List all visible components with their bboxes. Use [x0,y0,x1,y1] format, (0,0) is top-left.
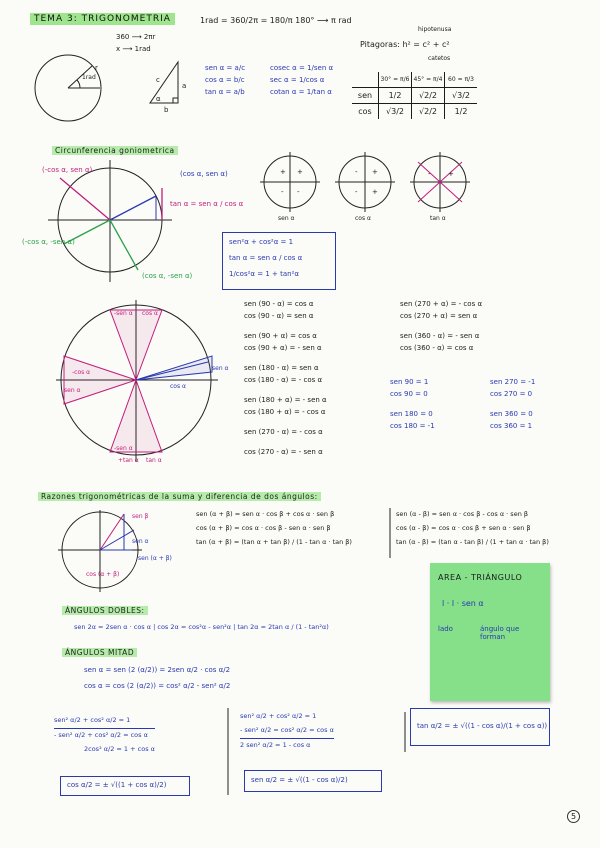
special-value: cos 270 = 0 [490,390,533,398]
reduction: cos (180 + α) = - cos α [244,408,326,416]
half-step: - sen² α/2 = cos² α/2 = cos α [240,726,334,734]
page-title: TEMA 3: TRIGONOMETRIA [30,13,175,25]
reduction: sen (180 - α) = sen α [244,364,319,372]
pythagoras: Pitagoras: h² = c² + c² [360,40,450,49]
circle-caption-cos: cos α [355,215,371,222]
tri-angle: α [156,95,161,103]
table-head-0 [352,72,379,88]
special-value: cos 90 = 0 [390,390,428,398]
reduction: cos (180 - α) = - cos α [244,376,323,384]
goniometric-circle [48,160,172,282]
sum-formula: cos (α + β) = cos α · cos β - sen α · sen β [196,524,331,532]
bc-label: sen α [64,387,81,394]
half-sen-box [244,770,382,792]
tri-opp: a [182,82,187,90]
sign-plus-5: + [448,170,454,178]
special-value: cos 360 = 1 [490,422,533,430]
sum-angles-figure [58,510,142,592]
reciprocal-cosec: cosec α = 1/sen α [270,64,334,72]
sticky-note [430,563,550,701]
sign-plus-4: + [372,188,378,196]
fig-sen-ab: sen (α + β) [138,555,172,562]
half-step: - sen² α/2 + cos² α/2 = cos α [54,728,155,743]
sign-minus-1: - [281,188,284,196]
right-triangle [150,62,178,103]
half-cos-result: cos α/2 = ± √((1 + cos α)/2) [67,781,167,789]
special-value: sen 180 = 0 [390,410,433,418]
sign-minus-2: - [297,188,300,196]
table-cell: sen [352,88,379,104]
fig-sen-a: sen α [132,538,149,545]
circle-caption-sen: sen α [278,215,295,222]
reduction: cos (270 - α) = - sen α [244,448,323,456]
special-values [390,376,535,432]
half-step: sen² α/2 + cos² α/2 = 1 [240,712,317,720]
sum-formula: sen (α + β) = sen α · cos β + cos α · sen β [196,510,335,518]
ratio-tan: tan α = a/b [205,88,245,96]
half-step: 2cos² α/2 = 1 + cos α [84,745,155,753]
sum-formulas [196,508,352,550]
table-cell: √3/2 [445,88,478,104]
table-cell: 1/2 [379,88,412,104]
identity-tan: tan α = sen α / cos α [229,254,303,262]
reduction: cos (360 - α) = cos α [400,344,474,352]
reduction: sen (90 + α) = cos α [244,332,317,340]
point-q3: (-cos α, -sen α) [22,238,75,246]
bc-label: -sen α [114,445,133,452]
reductions-right-list [400,298,482,354]
bc-label: +tan α [118,457,139,464]
bc-label: cos α [170,383,186,390]
diff-formula: cos (α - β) = cos α · cos β + sen α · sen β [396,524,531,532]
rad-label: 1rad [82,74,96,81]
half-derivation-line: sen α = sen (2 (α/2)) = 2sen α/2 · cos α/2 [84,666,231,674]
half-tan-box [410,708,550,746]
reduction: sen (180 + α) = - sen α [244,396,327,404]
sign-minus-3: - [355,168,358,176]
angles-table [352,72,477,119]
reduction: cos (90 + α) = - sen α [244,344,322,352]
bc-label: -cos α [72,369,91,376]
sign-minus-4: - [355,188,358,196]
radius-label: r [95,64,98,72]
bc-label: cos α [142,310,158,317]
sign-plus-3: + [372,168,378,176]
bc-label: -sen α [114,310,133,317]
circle-caption-tan: tan α [430,215,446,222]
reduction: cos (270 + α) = sen α [400,312,478,320]
table-cell: cos [352,104,379,120]
half-cos-box [60,776,190,796]
tri-hyp: c [156,76,160,84]
ratios-list [205,62,245,98]
half-mid [240,710,334,753]
rule-of-three-1: 360 ⟶ 2πr [116,33,156,41]
sign-circles [260,152,470,212]
table-head-1: 30° = π/6 [379,72,412,88]
page-number: 5 [567,810,580,823]
tan-label: tan α = sen α / cos α [170,200,244,208]
special-value: sen 270 = -1 [490,378,536,386]
table-head-2: 45° = π/4 [412,72,445,88]
reduction: cos (90 - α) = sen α [244,312,314,320]
sign-plus-2: + [297,168,303,176]
ratio-sen: sen α = a/c [205,64,246,72]
half-step: 2 sen² α/2 = 1 - cos α [240,738,334,753]
half-derivation-line: cos α = cos (2 (α/2)) = cos² α/2 - sen² α/2 [84,682,231,690]
diff-formula: tan (α - β) = (tan α - tan β) / (1 + tan α · tan β) [396,538,549,546]
point-q1: (cos α, sen α) [180,170,228,178]
sticky-title: AREA - TRIÁNGULO [438,573,523,582]
reciprocal-sec: sec α = 1/cos α [270,76,325,84]
half-step: sen² α/2 + cos² α/2 = 1 [54,716,131,724]
identity-fundamental: sen²α + cos²α = 1 [229,238,294,246]
sign-plus-1: + [280,168,286,176]
section-sum-difference: Razones trigonométricas de la suma y diferencia de dos ángulos: [38,492,321,501]
reduction: sen (360 - α) = - sen α [400,332,480,340]
double-formulas: sen 2α = 2sen α · cos α | cos 2α = cos²α - sen²α | tan 2α = 2tan α / (1 - tan²α) [74,623,329,631]
pythagoras-catetos: catetos [428,55,451,62]
reciprocal-cotan: cotan α = 1/tan α [270,88,332,96]
reduction: sen (270 + α) = - cos α [400,300,483,308]
table-head-3: 60 = π/3 [445,72,478,88]
table-cell: √2/2 [412,104,445,120]
pythagoras-note: hipotenusa [418,26,452,33]
sticky-lado: lado [438,625,453,633]
table-cell: √3/2 [379,104,412,120]
tri-adj: b [164,106,169,114]
half-sen-result: sen α/2 = ± √((1 - cos α)/2) [251,776,348,784]
table-cell: 1/2 [445,104,478,120]
identity-sec: 1/cos²α = 1 + tan²α [229,270,299,278]
half-tan-result: tan α/2 = ± √((1 - cos α)/(1 + cos α)) [417,722,548,730]
conversion-formula: 1rad = 360/2π = 180/π 180° ⟶ π rad [200,16,352,25]
identities-box [222,232,336,290]
reductions-list [244,298,327,458]
sticky-angulo: ángulo que forman [480,625,520,642]
point-q2: (-cos α, sen α) [42,166,93,174]
ratio-cos: cos α = b/c [205,76,245,84]
bc-label: sen α [212,365,229,372]
section-double: ÁNGULOS DOBLES: [62,606,148,615]
fig-cos-ab: cos (α + β) [86,571,120,578]
reciprocals-list [270,62,333,98]
diff-formula: sen (α - β) = sen α · cos β - cos α · sen β [396,510,529,518]
special-value: cos 180 = -1 [390,422,435,430]
half-left [54,714,155,757]
sticky-formula: l · l · sen α [442,599,484,608]
half-derivation [84,664,230,696]
rule-of-three-2: x ⟶ 1rad [116,45,151,53]
reduction-circle [56,300,218,462]
point-q4: (cos α, -sen α) [142,272,193,280]
fig-sen-b: sen β [132,513,149,520]
diff-formulas [396,508,549,550]
table-cell: √2/2 [412,88,445,104]
bc-label: tan α [146,457,162,464]
special-value: sen 90 = 1 [390,378,429,386]
reduction: sen (90 - α) = cos α [244,300,314,308]
sign-minus-5: - [428,170,431,178]
special-value: sen 360 = 0 [490,410,533,418]
section-goniometric: Circunferencia goniometrica [52,146,178,155]
reduction: sen (270 - α) = - cos α [244,428,323,436]
section-half: ÁNGULOS MITAD [62,648,137,657]
sum-formula: tan (α + β) = (tan α + tan β) / (1 - tan α · tan β) [196,538,352,546]
